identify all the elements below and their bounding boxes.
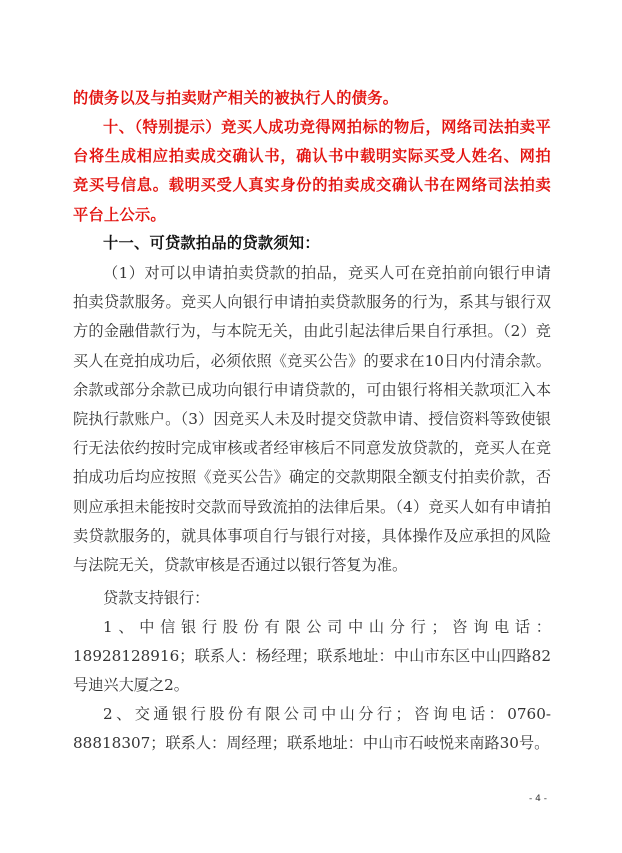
red-paragraph-continuation: 的债务以及与拍卖财产相关的被执行人的债务。 — [73, 89, 399, 107]
bank-entry-citic: 1、中信银行股份有限公司中山分行；咨询电话：18928128916；联系人：杨经理；联系地址：中山市东区中山四路82号迪兴大厦之2。 — [73, 618, 551, 695]
special-notice-paragraph: 十、（特别提示）竞买人成功竞得网拍标的物后，网络司法拍卖平台将生成相应拍卖成交确认书，确认书中载明实际买受人姓名、网拍竞买号信息。载明买受人真实身份的拍卖成交确认书在网络司法拍卖平台上公示。 — [73, 118, 551, 224]
page-number: - 4 - — [529, 794, 547, 804]
bank-entry-bocom: 2、交通银行股份有限公司中山分行；咨询电话：0760-88818307；联系人：周经理；联系地址：中山市石岐悦来南路30号。 — [73, 705, 551, 753]
supporting-banks-label: 贷款支持银行： — [103, 589, 210, 607]
loan-notice-body: （1）对可以申请拍卖贷款的拍品，竞买人可在竞拍前向银行申请拍卖贷款服务。竞买人向银行申请拍卖贷款服务的行为，系其与银行双方的金融借款行为，与本院无关，由此引起法律后果自行承担。（2）竞买人在竞拍成功后，必须依照《竞买公告》的要求在10日内付清余款。余款或部分余款已成功向银行申请贷款的，可由银行将相关款项汇入本院执行款账户。（3）因竞买人未及时提交贷款申请、授信资料等致使银行无法依约按时完成审核或者经审核后不同意发放贷款的，竞买人在竞拍成功后均应按照《竞买公告》确定的交款期限全额支付拍卖价款，否则应承担未能按时交款而导致流拍的法律后果。（4）竞买人如有申请拍卖贷款服务的，就具体事项自行与银行对接，具体操作及应承担的风险与法院无关，贷款审核是否通过以银行答复为准。 — [73, 264, 551, 575]
loan-notice-heading: 十一、可贷款拍品的贷款须知： — [103, 234, 320, 252]
